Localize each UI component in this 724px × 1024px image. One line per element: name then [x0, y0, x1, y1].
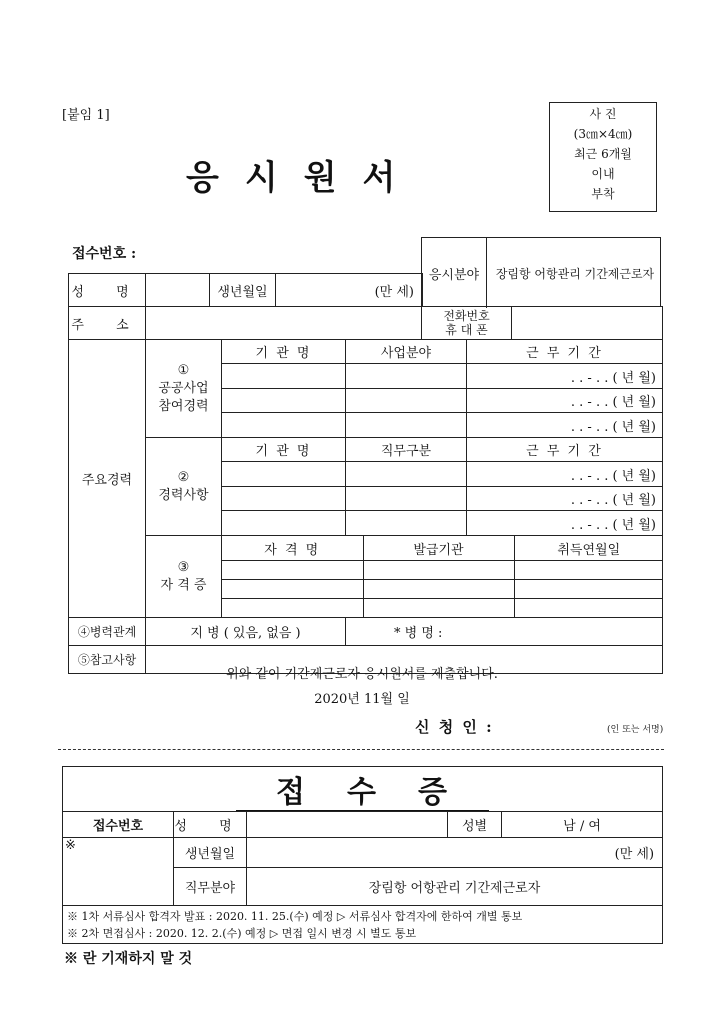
experience-period-3[interactable]: . . - . . ( 년 월) [467, 511, 663, 536]
experience-col-org: 기 관 명 [222, 438, 346, 462]
license-col-date: 취득연월일 [557, 542, 621, 558]
receipt-number-value: ※ [63, 838, 174, 906]
receipt-table [62, 766, 663, 944]
license-label: 자 격 증 [160, 577, 207, 593]
name-label: 성 명 [69, 274, 146, 307]
receipt-gender-label: 성별 [448, 812, 502, 838]
receipt-title-cell [63, 767, 663, 812]
photo-line-1: 사 진 [589, 107, 617, 121]
birth-label: 생년월일 [210, 274, 276, 307]
phone-value[interactable] [512, 307, 663, 340]
application-date: 2020년 11월 일 [314, 692, 410, 707]
experience-role-3[interactable] [346, 511, 467, 536]
license-col-issuer: 발급기관 [363, 536, 514, 560]
license-row-1 [222, 561, 663, 580]
mobile-label: 휴 대 폰 [445, 323, 488, 337]
public-org-3[interactable] [222, 413, 346, 438]
public-num: ① [177, 362, 190, 378]
receipt-name-label: 성 명 [174, 812, 247, 838]
license-row-2 [222, 580, 663, 599]
career-table [68, 339, 663, 674]
cut-line [58, 749, 664, 750]
address-row [68, 306, 663, 340]
experience-role-1[interactable] [346, 462, 467, 487]
receipt-job-label: 직무분야 [174, 868, 247, 906]
age-text: (만 세) [276, 274, 423, 307]
military-label: ④병력관계 [69, 618, 146, 646]
receipt-note-2: ※ 2차 면접심사 : 2020. 12. 2.(수) 예정 ▷ 면접 일시 변경 시 별도 통보 [67, 926, 417, 940]
field-label: 응시분야 [422, 238, 487, 308]
license-name-1[interactable] [222, 561, 363, 579]
receipt-note-1: ※ 1차 서류심사 합격자 발표 : 2020. 11. 25.(수) 예정 ▷ 서류심사 합격자에 한하여 개별 통보 [67, 909, 523, 923]
field-box [421, 237, 661, 307]
name-value[interactable] [146, 274, 210, 307]
field-value: 장림항 어항관리 기간제근로자 [495, 266, 655, 281]
receipt-name-value[interactable] [247, 812, 448, 838]
photo-line-3: 최근 6개월 [574, 147, 632, 161]
license-header [222, 536, 663, 560]
receipt-job-value: 장림항 어항관리 기간제근로자 [247, 868, 663, 906]
address-label: 주 소 [69, 307, 146, 340]
public-period-3[interactable]: . . - . . ( 년 월) [467, 413, 663, 438]
receipt-birth-label: 생년월일 [174, 838, 247, 868]
receipt-notes [63, 906, 663, 944]
disease-label: * 병 명 : [346, 618, 663, 646]
license-header-cell [222, 536, 663, 561]
photo-line-2: (3㎝×4㎝) [573, 127, 633, 141]
photo-line-4: 이내 [591, 167, 615, 181]
footer-note: ※ 란 기재하지 말 것 [64, 951, 193, 967]
address-value[interactable] [146, 307, 422, 340]
license-issuer-2[interactable] [363, 580, 514, 598]
public-period-1[interactable]: . . - . . ( 년 월) [467, 364, 663, 389]
applicant-label: 신 청 인 : [415, 718, 494, 736]
public-col-field: 사업분야 [346, 340, 467, 364]
experience-num: ② [177, 469, 190, 485]
public-org-1[interactable] [222, 364, 346, 389]
public-section-label [146, 340, 222, 438]
license-date-1[interactable] [514, 561, 663, 579]
photo-line-5: 부착 [591, 187, 615, 201]
phone-cell [422, 307, 512, 340]
remarks-label: ⑤참고사항 [69, 646, 146, 674]
career-label: 주요경력 [69, 340, 146, 618]
page-title: 응시원서 [186, 158, 422, 198]
receipt-number-label: 접수번호 : [72, 246, 137, 262]
experience-period-2[interactable]: . . - . . ( 년 월) [467, 487, 663, 511]
license-section-label [146, 536, 222, 618]
license-date-3[interactable] [514, 599, 663, 617]
receipt-title: 접수증 [236, 775, 489, 812]
public-period-2[interactable]: . . - . . ( 년 월) [467, 389, 663, 413]
experience-label: 경력사항 [158, 487, 209, 503]
public-field-2[interactable] [346, 389, 467, 413]
receipt-number-label: 접수번호 [63, 812, 174, 838]
experience-org-1[interactable] [222, 462, 346, 487]
receipt-gender-value[interactable]: 남 / 여 [502, 812, 663, 838]
experience-col-role: 직무구분 [346, 438, 467, 462]
license-num: ③ [177, 559, 190, 575]
statement: 위와 같이 기간제근로자 응시원서를 제출합니다. [226, 667, 498, 682]
experience-period-1[interactable]: . . - . . ( 년 월) [467, 462, 663, 487]
public-field-1[interactable] [346, 364, 467, 389]
public-field-3[interactable] [346, 413, 467, 438]
attachment-label: [붙임 1] [62, 108, 110, 123]
license-col-name: 자 격 명 [222, 536, 363, 560]
experience-org-3[interactable] [222, 511, 346, 536]
license-issuer-3[interactable] [363, 599, 514, 617]
sign-note: (인 또는 서명) [607, 725, 664, 735]
license-issuer-1[interactable] [363, 561, 514, 579]
experience-role-2[interactable] [346, 487, 467, 511]
photo-box [549, 102, 657, 212]
receipt-age-text: (만 세) [247, 838, 663, 868]
public-label-2: 참여경력 [158, 398, 209, 414]
public-label-1: 공공사업 [158, 380, 209, 396]
license-name-3[interactable] [222, 599, 363, 617]
public-org-2[interactable] [222, 389, 346, 413]
phone-label: 전화번호 [443, 309, 490, 323]
public-col-period: 근 무 기 간 [467, 340, 663, 364]
license-date-2[interactable] [514, 580, 663, 598]
military-value[interactable]: 지 병 ( 있음, 없음 ) [146, 618, 346, 646]
license-name-2[interactable] [222, 580, 363, 598]
name-row [68, 273, 423, 307]
experience-section-label [146, 438, 222, 536]
experience-col-period: 근 무 기 간 [467, 438, 663, 462]
experience-org-2[interactable] [222, 487, 346, 511]
license-row-3 [222, 599, 663, 618]
public-col-org: 기 관 명 [222, 340, 346, 364]
